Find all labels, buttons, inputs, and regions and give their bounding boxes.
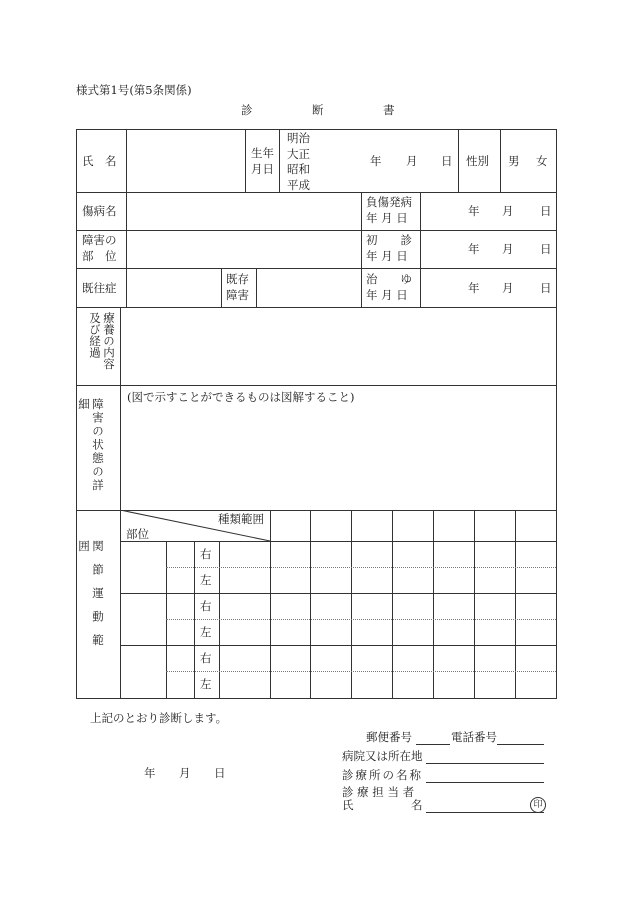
birth-date-label: 生年 月日 [251, 146, 274, 176]
sex-male[interactable]: 男 [508, 154, 520, 168]
address-label: 病院又は所在地 [342, 749, 423, 763]
treatment-label: 療養の内容 及び経過 [88, 312, 116, 370]
onset-year: 年 [468, 204, 480, 218]
onset-date-label: 負傷発病 年 月 日 [366, 195, 412, 225]
rom-right-1: 右 [200, 547, 212, 561]
date-month: 月 [179, 766, 191, 780]
condition-field[interactable] [121, 408, 556, 510]
doctor-name-field[interactable] [426, 812, 544, 813]
treatment-field[interactable] [121, 308, 556, 385]
doctor-name-label: 氏 名 [342, 798, 423, 812]
site-field[interactable] [127, 231, 361, 268]
condition-note: (図で示すことができるものは図解すること) [127, 390, 355, 404]
rom-header-part: 部位 [126, 527, 149, 541]
title-char-1: 診 [241, 103, 253, 117]
existing-disability-label: 既存 障害 [226, 272, 249, 302]
sex-label: 性別 [466, 154, 489, 168]
address-field[interactable] [426, 763, 544, 764]
cure-year: 年 [468, 281, 480, 295]
birth-month: 月 [406, 154, 418, 168]
title-char-3: 書 [383, 103, 395, 117]
era-showa: 昭和 [287, 162, 310, 177]
era-meiji: 明治 [287, 131, 310, 145]
rom-left-3: 左 [200, 677, 212, 691]
rom-left-1: 左 [200, 573, 212, 587]
birth-year: 年 [370, 154, 382, 168]
postal-field[interactable] [416, 744, 450, 745]
history-label: 既往症 [82, 281, 117, 295]
history-field[interactable] [127, 269, 221, 307]
name-label: 氏 名 [82, 154, 117, 168]
onset-day: 日 [540, 204, 552, 218]
phone-label: 電話番号 [451, 730, 497, 744]
first-visit-year: 年 [468, 242, 480, 256]
birth-day: 日 [441, 154, 453, 168]
phone-field[interactable] [497, 744, 544, 745]
era-heisei: 平成 [287, 177, 310, 192]
rom-right-2: 右 [200, 599, 212, 613]
cure-month: 月 [502, 281, 514, 295]
site-label: 障害の 部 位 [82, 233, 117, 263]
existing-disability-field[interactable] [257, 269, 361, 307]
date-year: 年 [144, 766, 156, 780]
era-taisho: 大正 [287, 146, 310, 161]
seal-mark: 印 [530, 797, 546, 813]
rom-header-type: 種類範囲 [218, 512, 264, 526]
rom-label: 関節運動範囲 [77, 540, 105, 658]
disease-field[interactable] [127, 193, 361, 230]
disease-label: 傷病名 [82, 204, 117, 218]
date-day: 日 [214, 766, 226, 780]
cure-date-label: 治 ゆ 年 月 日 [366, 272, 412, 302]
doctor-label: 診 療 担 当 者 [342, 785, 415, 799]
first-visit-month: 月 [502, 242, 514, 256]
clinic-name-field[interactable] [426, 782, 544, 783]
cure-day: 日 [540, 281, 552, 295]
clinic-name-label: 診療所の名称 [342, 768, 423, 782]
name-field[interactable] [127, 130, 245, 192]
onset-month: 月 [502, 204, 514, 218]
form-id: 様式第1号(第5条関係) [76, 83, 192, 97]
rom-right-3: 右 [200, 651, 212, 665]
postal-label: 郵便番号 [366, 730, 412, 744]
condition-label: 障害の状態の詳細 [77, 398, 105, 493]
first-visit-day: 日 [540, 242, 552, 256]
era-list [287, 131, 310, 193]
rom-left-2: 左 [200, 625, 212, 639]
title-char-2: 断 [312, 103, 324, 117]
sex-female[interactable]: 女 [536, 154, 548, 168]
diagnosis-statement: 上記のとおり診断します。 [90, 711, 228, 725]
first-visit-label: 初 診 年 月 日 [366, 233, 412, 263]
